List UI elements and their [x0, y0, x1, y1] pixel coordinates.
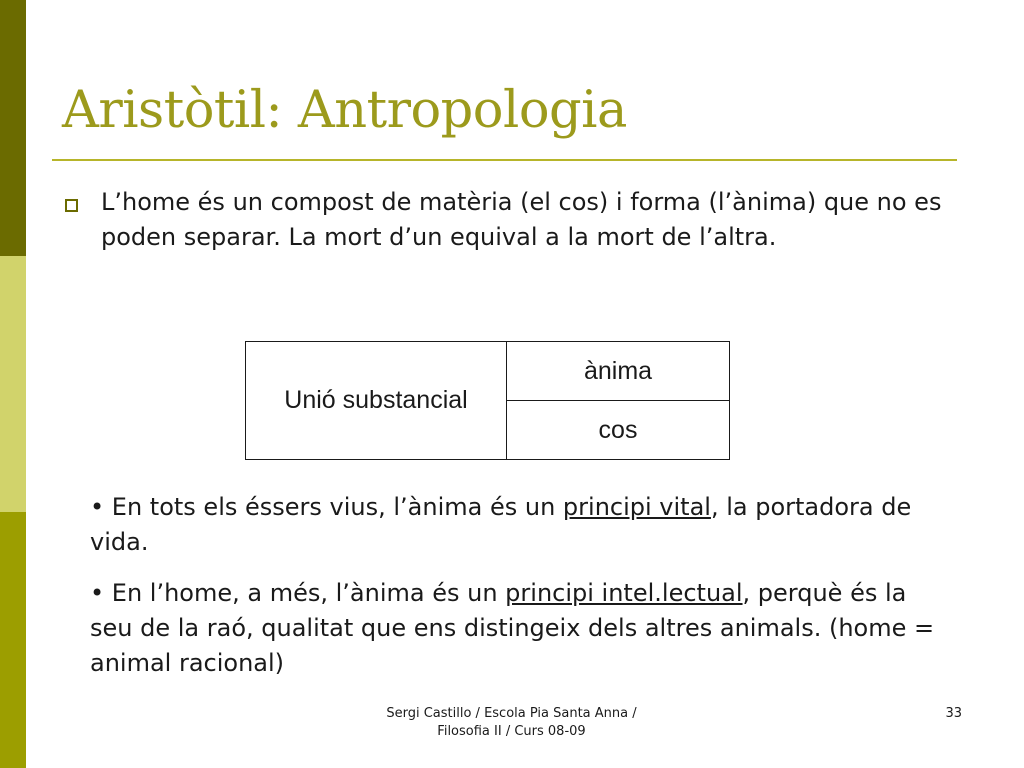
paragraph-1-suffix: , la portadora de vida. — [90, 493, 912, 556]
paragraph-2-suffix: , perquè és la seu de la raó, qualitat que ens distingeix dels altres animals. (home = animal racional) — [90, 579, 935, 677]
paragraph-1-underlined: principi vital — [562, 493, 711, 521]
slide-number: 33 — [945, 706, 962, 721]
title-divider — [52, 159, 957, 161]
paragraph-2-prefix: • En l’home, a més, l’ànima és un — [90, 579, 506, 607]
footer-credit-line-1: Sergi Castillo / Escola Pia Santa Anna / — [386, 706, 637, 721]
footer-credit — [340, 705, 683, 741]
union-label-cell: Unió substancial — [246, 342, 507, 460]
main-bullet-text: L’home és un compost de matèria (el cos) i forma (l’ànima) que no es poden separar. La mort d’un equival a la mort de l’altra. — [101, 188, 942, 251]
side-bar-top — [0, 0, 26, 256]
paragraph-1-prefix: • En tots els éssers vius, l’ànima és un — [90, 493, 563, 521]
table-row-anima: ànima — [507, 342, 730, 401]
side-bar-middle — [0, 256, 26, 512]
slide-title: Aristòtil: Antropologia — [62, 81, 627, 140]
hollow-square-bullet-icon — [65, 199, 78, 212]
paragraph-2-underlined: principi intel.lectual — [505, 579, 743, 607]
paragraph-vital-principle — [90, 490, 950, 560]
footer-credit-line-2: Filosofia II / Curs 08-09 — [437, 724, 586, 739]
side-bar-bottom — [0, 512, 26, 768]
paragraph-intellectual-principle — [90, 576, 950, 681]
union-table — [245, 341, 730, 460]
table-row-cos: cos — [507, 401, 730, 460]
